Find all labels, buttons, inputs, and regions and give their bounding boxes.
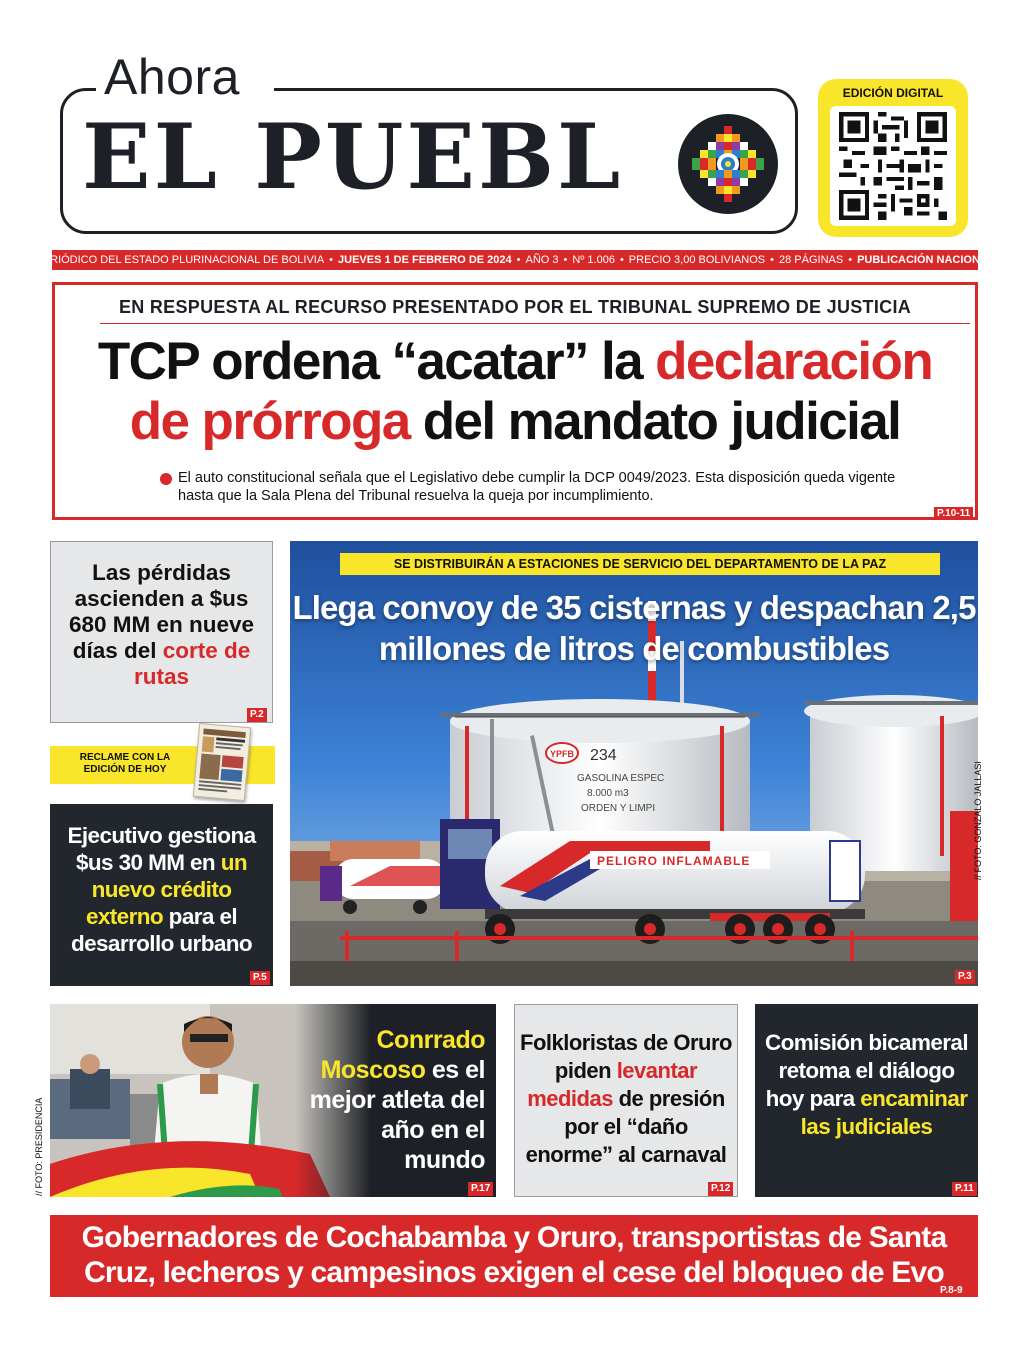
folklore-text: Folkloristas de Oruro piden [520, 1030, 732, 1083]
ejecutivo-page-ref: P.5 [250, 971, 270, 985]
info-periodico: PERIÓDICO DEL ESTADO PLURINACIONAL DE BOLIVIA [35, 254, 325, 266]
info-separator: • [770, 254, 774, 266]
ypfb-logo-text: YPFB [549, 749, 575, 759]
perdidas-page-ref: P.2 [247, 708, 267, 722]
truck-warning-text: PELIGRO INFLAMABLE [597, 854, 751, 868]
headline-highlight: declaración [655, 332, 933, 391]
headline-highlight: de prórroga [129, 392, 410, 451]
ejecutivo-text: Ejecutivo gestiona $us 30 MM en [67, 823, 256, 875]
headline-part: del mandato judicial [409, 392, 901, 451]
reclame-text: RECLAME CON LA EDICIÓN DE HOY [79, 752, 171, 775]
masthead-ahora: Ahora [104, 49, 240, 105]
folklore-highlight: levantar medidas [527, 1058, 698, 1111]
ejecutivo-text: para el desarrollo urbano [70, 904, 253, 956]
info-paginas: 28 PÁGINAS [779, 254, 844, 266]
photo-story-headline[interactable]: Llega convoy de 35 cisternas y despachan 2,5 millones de litros de combustibles [292, 589, 976, 667]
main-story-headline[interactable] [52, 332, 978, 452]
perdidas-text: Las pérdidas ascienden a $us 680 MM en nueve días del [68, 560, 255, 663]
headline-part: TCP ordena “acatar” la [97, 332, 656, 391]
bottom-story-headline: Gobernadores de Cochabamba y Oruro, transportistas de Santa Cruz, lecheros y campesinos exigen el cese del bloqueo de Evo [81, 1221, 947, 1289]
bottom-story-page-ref: P.8-9 [940, 1285, 963, 1296]
tank-label-1: GASOLINA ESPEC [577, 773, 665, 784]
folklore-page-ref: P.12 [708, 1182, 733, 1196]
chakana-logo-icon [676, 112, 780, 216]
atleta-story-headline [300, 1025, 485, 1175]
atleta-page-ref: P.17 [468, 1182, 493, 1196]
photo-story-kicker: SE DISTRIBUIRÁN A ESTACIONES DE SERVICIO DEL DEPARTAMENTO DE LA PAZ [340, 553, 940, 575]
info-separator: • [329, 254, 334, 266]
folklore-text: de presión por el “daño enorme” al carnaval [525, 1086, 727, 1167]
info-publicacion: PUBLICACIÓN NACIONAL [857, 254, 995, 266]
comision-page-ref: P.11 [952, 1182, 977, 1196]
digital-edition-label: EDICIÓN DIGITAL [842, 86, 944, 100]
qr-code-icon[interactable] [838, 112, 948, 220]
info-separator: • [619, 254, 624, 266]
edition-info-bar [35, 250, 995, 270]
comision-highlight: encaminar las judiciales [800, 1086, 968, 1139]
folklore-story-headline [518, 1029, 734, 1169]
info-numero: Nº 1.006 [572, 254, 615, 266]
main-story-page-ref: P.10-11 [934, 507, 973, 520]
main-story-summary: El auto constitucional señala que el Legislativo debe cumplir la DCP 0049/2023. Esta disposición queda vigente hasta que la Sala Plena del Tribunal resuelva la queja por incumplimiento. [178, 470, 896, 504]
atleta-text: es el mejor atleta del año en el mundo [309, 1056, 485, 1174]
photo-credit: // FOTO: GONZALO JALLASI [973, 761, 983, 880]
comision-story-headline [760, 1029, 973, 1141]
tank-number: 234 [590, 747, 617, 764]
tank-label-3: ORDEN Y LIMPI [581, 803, 656, 814]
atleta-photo-credit: // FOTO: PRESIDENCIA [34, 1097, 44, 1196]
perdidas-story-headline [58, 560, 265, 690]
info-separator: • [848, 254, 853, 266]
atleta-highlight: Conrrado Moscoso [320, 1026, 485, 1084]
bullet-icon [160, 473, 172, 485]
info-anio: AÑO 3 [525, 254, 559, 266]
ejecutivo-highlight: un nuevo crédito externo [85, 850, 248, 929]
photo-story-page-ref: P.3 [955, 970, 975, 984]
main-story-rule [100, 323, 970, 324]
masthead-title: EL PUEBL [82, 104, 624, 210]
info-fecha: JUEVES 1 DE FEBRERO DE 2024 [338, 254, 512, 266]
info-separator: • [516, 254, 521, 266]
info-precio: PRECIO 3,00 BOLIVIANOS [628, 254, 766, 266]
comision-text: Comisión bicameral retoma el diálogo hoy para [764, 1030, 969, 1111]
main-story-kicker: EN RESPUESTA AL RECURSO PRESENTADO POR EL TRIBUNAL SUPREMO DE JUSTICIA [118, 297, 912, 317]
mini-newspaper-image [193, 723, 251, 801]
perdidas-highlight: corte de rutas [133, 638, 251, 689]
info-separator: • [563, 254, 568, 266]
ejecutivo-story-headline [56, 822, 267, 957]
tank-label-2: 8.000 m3 [587, 788, 629, 799]
